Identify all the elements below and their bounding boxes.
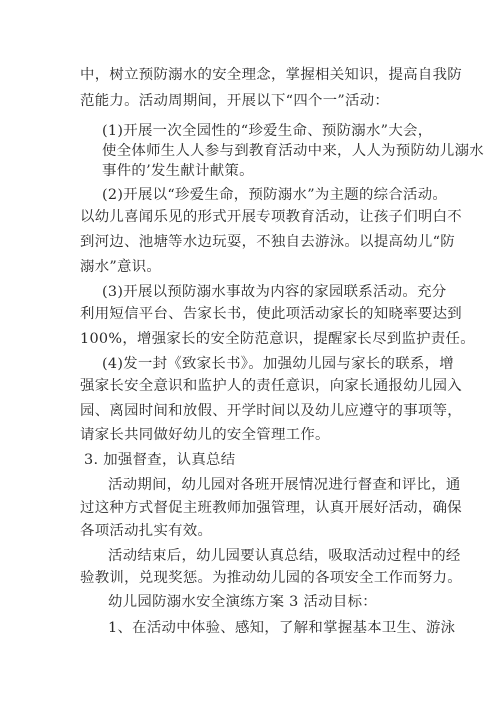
text-line: 过这种方式督促主班教师加强管理，认真开展好活动，确保 xyxy=(80,500,462,516)
section-title: 幼儿园防溺水安全演练方案 3 活动目标： xyxy=(108,594,377,610)
text-line: 到河边、池塘等水边玩耍，不独自去游泳。以提高幼儿“防 xyxy=(80,234,455,250)
section-heading: 3. 加强督查，认真总结 xyxy=(84,452,236,468)
text-line: 活动结束后，幼儿园要认真总结，吸取活动过程中的经 xyxy=(108,548,461,564)
text-line: 活动期间，幼儿园对各班开展情况进行督查和评比，通 xyxy=(108,477,461,493)
text-line: 请家长共同做好幼儿的安全管理工作。 xyxy=(80,427,330,443)
text-line: 中，树立预防溺水的安全理念，掌握相关知识，提高自我防 xyxy=(80,67,462,83)
text-line: 强家长安全意识和监护人的责任意识，向家长通报幼儿园入 xyxy=(80,378,462,394)
text-line: 利用短信平台、告家长书，使此项活动家长的知晓率要达到 xyxy=(80,306,462,322)
text-line: 100%，增强家长的安全防范意识，提醒家长尽到监护责任。 xyxy=(80,331,475,347)
text-line: 范能力。活动周期间，开展以下“四个一”活动： xyxy=(80,93,390,109)
text-line: 事件的’发生献计献策。 xyxy=(102,163,254,179)
text-line: (1)开展一次全园性的“珍爱生命、预防溺水”大会， xyxy=(102,123,433,139)
text-line: (3)开展以预防溺水事故为内容的家园联系活动。充分 xyxy=(102,284,447,300)
text-line: 使全体师生人人参与到教育活动中来，人人为预防幼儿溺水 xyxy=(102,143,484,159)
text-line: 溺水”意识。 xyxy=(80,259,162,275)
text-line: (2)开展以“珍爱生命，预防溺水”为主题的综合活动。 xyxy=(102,187,448,203)
text-line: 园、离园时间和放假、开学时间以及幼儿应遵守的事项等， xyxy=(80,403,462,419)
text-line: 以幼儿喜闻乐见的形式开展专项教育活动，让孩子们明白不 xyxy=(80,209,462,225)
text-line: 验教训，兑现奖惩。为推动幼儿园的各项安全工作而努力。 xyxy=(80,570,462,586)
text-line: 各项活动扎实有效。 xyxy=(80,523,213,539)
text-line: (4)发一封《致家长书》。加强幼儿园与家长的联系，增 xyxy=(102,356,454,372)
text-line: 1、在活动中体验、感知，了解和掌握基本卫生、游泳 xyxy=(108,620,456,636)
